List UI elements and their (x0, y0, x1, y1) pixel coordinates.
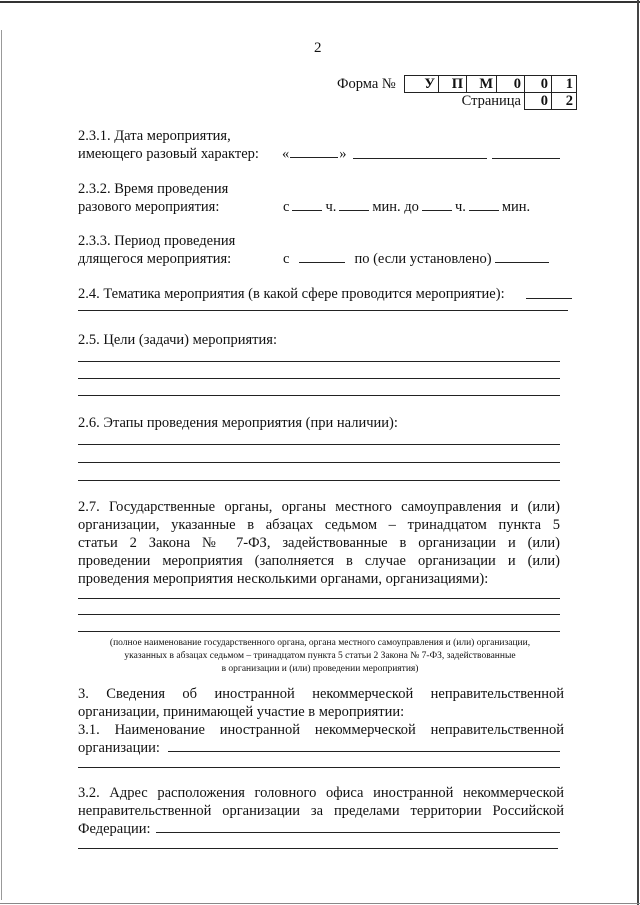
form-code-table (404, 75, 577, 110)
section-2-3-1-label-line2: имеющего разовый характер: (78, 146, 259, 162)
form-code-cell: 0 (525, 76, 552, 93)
event-date-field (282, 145, 347, 163)
form-code-cell: М (467, 76, 497, 93)
section-3-1-line1: 3.1. Наименование иностранной некоммерческой неправительственной (78, 722, 564, 738)
scan-edge (1, 30, 2, 900)
scan-edge (637, 0, 639, 905)
minutes-label: мин. (501, 199, 531, 215)
section-2-3-3-label-line1: 2.3.3. Период проведения (78, 233, 236, 249)
ngo-address-input-line[interactable] (78, 848, 558, 849)
scan-edge (0, 903, 640, 904)
goals-input-line[interactable] (78, 395, 560, 396)
ngo-name-input[interactable] (168, 751, 560, 752)
goals-input-line[interactable] (78, 378, 560, 379)
from-label: с (283, 251, 290, 267)
date-day-input[interactable] (290, 145, 338, 158)
time-to-minutes-input[interactable] (469, 198, 499, 211)
section-3-2-line: 3.2. Адрес расположения головного офиса иностранной некоммерческой (78, 785, 564, 801)
date-month-input[interactable] (353, 158, 487, 159)
bodies-input-line[interactable] (78, 614, 560, 615)
time-to-hours-input[interactable] (422, 198, 452, 211)
section-3-line: 3. Сведения об иностранной некоммерческой неправительственной (78, 686, 564, 702)
bodies-field-caption (78, 637, 562, 676)
section-3-2-text (78, 784, 564, 838)
section-3-text (78, 685, 564, 757)
form-code-cell: 0 (497, 76, 525, 93)
section-2-7-line: проведения мероприятия несколькими органами, организациями): (78, 571, 489, 587)
ngo-address-input[interactable] (156, 832, 560, 833)
section-2-7-line: организации, указанные в абзацах седьмом – тринадцатом пункта 5 (78, 517, 560, 533)
event-period-field (283, 250, 552, 268)
section-2-7-line: 2.7. Государственные органы, органы местного самоуправления и (или) (78, 499, 560, 515)
section-2-6-label: 2.6. Этапы проведения мероприятия (при наличии): (78, 415, 398, 431)
section-2-4-label: 2.4. Тематика мероприятия (в какой сфере проводится мероприятие): (78, 286, 505, 302)
scan-edge (0, 1, 640, 3)
bodies-input-line[interactable] (78, 598, 560, 599)
section-2-7-text (78, 498, 560, 588)
caption-line: указанных в абзацах седьмом – тринадцатом пункта 5 статьи 2 Закона № 7-ФЗ, задействованные (124, 651, 516, 661)
bodies-input-line[interactable] (78, 631, 560, 632)
hours-label: ч. (325, 199, 337, 215)
page-number: 2 (314, 40, 322, 56)
section-2-3-2-label-line2: разового мероприятия: (78, 199, 220, 215)
section-2-3-1-label-line1: 2.3.1. Дата мероприятия, (78, 128, 231, 144)
ngo-name-input-line[interactable] (78, 767, 560, 768)
section-3-2-line: неправительственной организации за пределами территории Российской (78, 803, 564, 819)
from-label: с (283, 199, 290, 215)
section-3-1-line2: организации: (78, 740, 160, 756)
to-label: по (если установлено) (354, 251, 492, 267)
hours-label: ч. (454, 199, 466, 215)
page-code-cell: 0 (525, 93, 552, 110)
form-code-cell: 1 (552, 76, 577, 93)
section-2-5-label: 2.5. Цели (задачи) мероприятия: (78, 332, 277, 348)
caption-line: в организации и (или) проведении мероприятия) (221, 664, 419, 674)
period-from-input[interactable] (299, 250, 345, 263)
date-year-input[interactable] (492, 158, 560, 159)
form-number-label: Форма № (337, 76, 396, 92)
event-time-field (283, 198, 530, 216)
page-code-row (405, 93, 577, 110)
minutes-to-label: мин. до (372, 199, 419, 215)
open-quote: « (282, 146, 290, 162)
topic-input-line[interactable] (78, 310, 568, 311)
section-3-line: организации, принимающей участие в мероприятии: (78, 704, 405, 720)
section-3-2-line: Федерации: (78, 821, 151, 837)
stages-input-line[interactable] (78, 480, 560, 481)
page-code-cell: 2 (552, 93, 577, 110)
caption-line: (полное наименование государственного органа, органа местного самоуправления и (или) организации, (109, 638, 531, 648)
section-2-3-3-label-line2: длящегося мероприятия: (78, 251, 232, 267)
topic-input[interactable] (526, 298, 572, 299)
close-quote: » (339, 146, 347, 162)
time-from-hours-input[interactable] (292, 198, 322, 211)
goals-input-line[interactable] (78, 361, 560, 362)
time-from-minutes-input[interactable] (339, 198, 369, 211)
section-2-3-2-label-line1: 2.3.2. Время проведения (78, 181, 229, 197)
section-2-7-line: статьи 2 Закона № 7-ФЗ, задействованные в организации и (или) (78, 535, 560, 551)
section-2-7-line: проведении мероприятия (заполняется в случае организации и (или) (78, 553, 560, 569)
period-to-input[interactable] (495, 250, 549, 263)
stages-input-line[interactable] (78, 462, 560, 463)
stages-input-line[interactable] (78, 444, 560, 445)
form-code-cell: У (405, 76, 439, 93)
page-label: Страница (405, 93, 525, 110)
form-code-cell: П (439, 76, 467, 93)
form-code-row (405, 76, 577, 93)
